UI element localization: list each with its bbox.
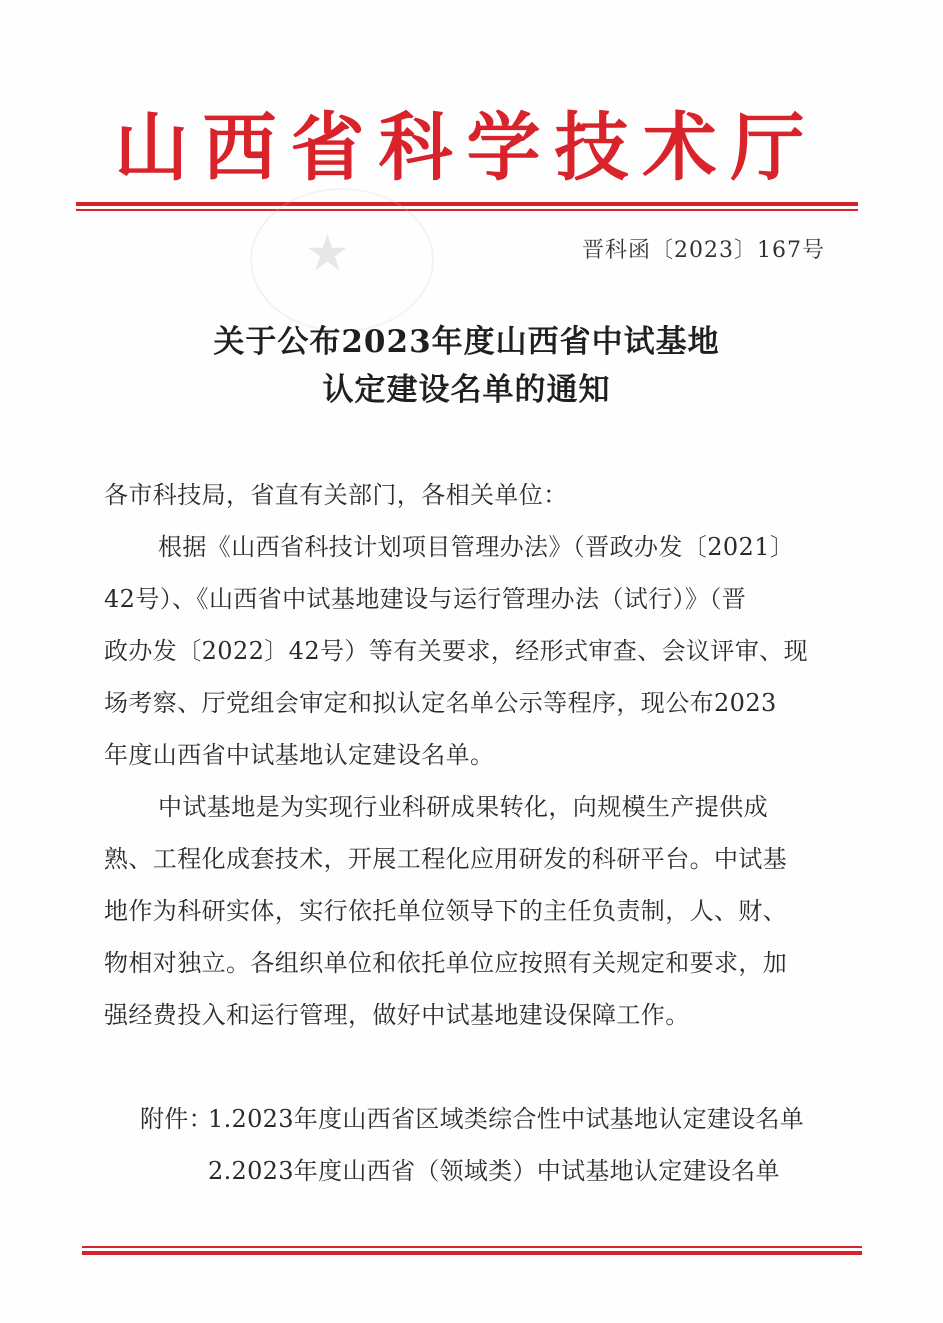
salutation: 各市科技局，省直有关部门，各相关单位： (104, 481, 568, 509)
footer-rule-thick (82, 1251, 862, 1255)
agency-masthead: 山西省科学技术厅 (114, 105, 819, 191)
paragraph-1-line: 年度山西省中试基地认定建设名单。 (104, 741, 495, 769)
notice-title-line-1: 关于公布2023年度山西省中试基地 (213, 324, 720, 360)
document-number: 晋科函〔2023〕167号 (582, 238, 825, 263)
seal-star-icon: ★ (305, 224, 350, 282)
attachments-label: 附件： (140, 1105, 213, 1133)
paragraph-2-line: 物相对独立。各组织单位和依托单位应按照有关规定和要求，加 (104, 949, 788, 977)
masthead-rule-thick (76, 202, 858, 206)
attachment-item-1: 1.2023年度山西省区域类综合性中试基地认定建设名单 (208, 1105, 805, 1133)
paragraph-2-line: 熟、工程化成套技术，开展工程化应用研发的科研平台。中试基 (104, 845, 788, 873)
paragraph-1-line: 场考察、厅党组会审定和拟认定名单公示等程序，现公布2023 (104, 689, 777, 717)
paragraph-1-line: 根据《山西省科技计划项目管理办法》（晋政办发〔2021〕 (158, 533, 795, 561)
paragraph-2-line: 地作为科研实体，实行依托单位领导下的主任负责制，人、财、 (104, 897, 788, 925)
paragraph-1-line: 42号）、《山西省中试基地建设与运行管理办法（试行）》（晋 (104, 585, 747, 613)
paragraph-2-line: 中试基地是为实现行业科研成果转化，向规模生产提供成 (158, 793, 768, 821)
paragraph-1-line: 政办发〔2022〕42号）等有关要求，经形式审查、会议评审、现 (104, 637, 809, 665)
notice-title-line-2: 认定建设名单的通知 (322, 372, 611, 408)
paragraph-2-line: 强经费投入和运行管理，做好中试基地建设保障工作。 (104, 1001, 690, 1029)
attachment-item-2: 2.2023年度山西省（领域类）中试基地认定建设名单 (208, 1157, 780, 1185)
footer-rule-thin (82, 1246, 862, 1248)
masthead-rule-thin (76, 209, 858, 211)
